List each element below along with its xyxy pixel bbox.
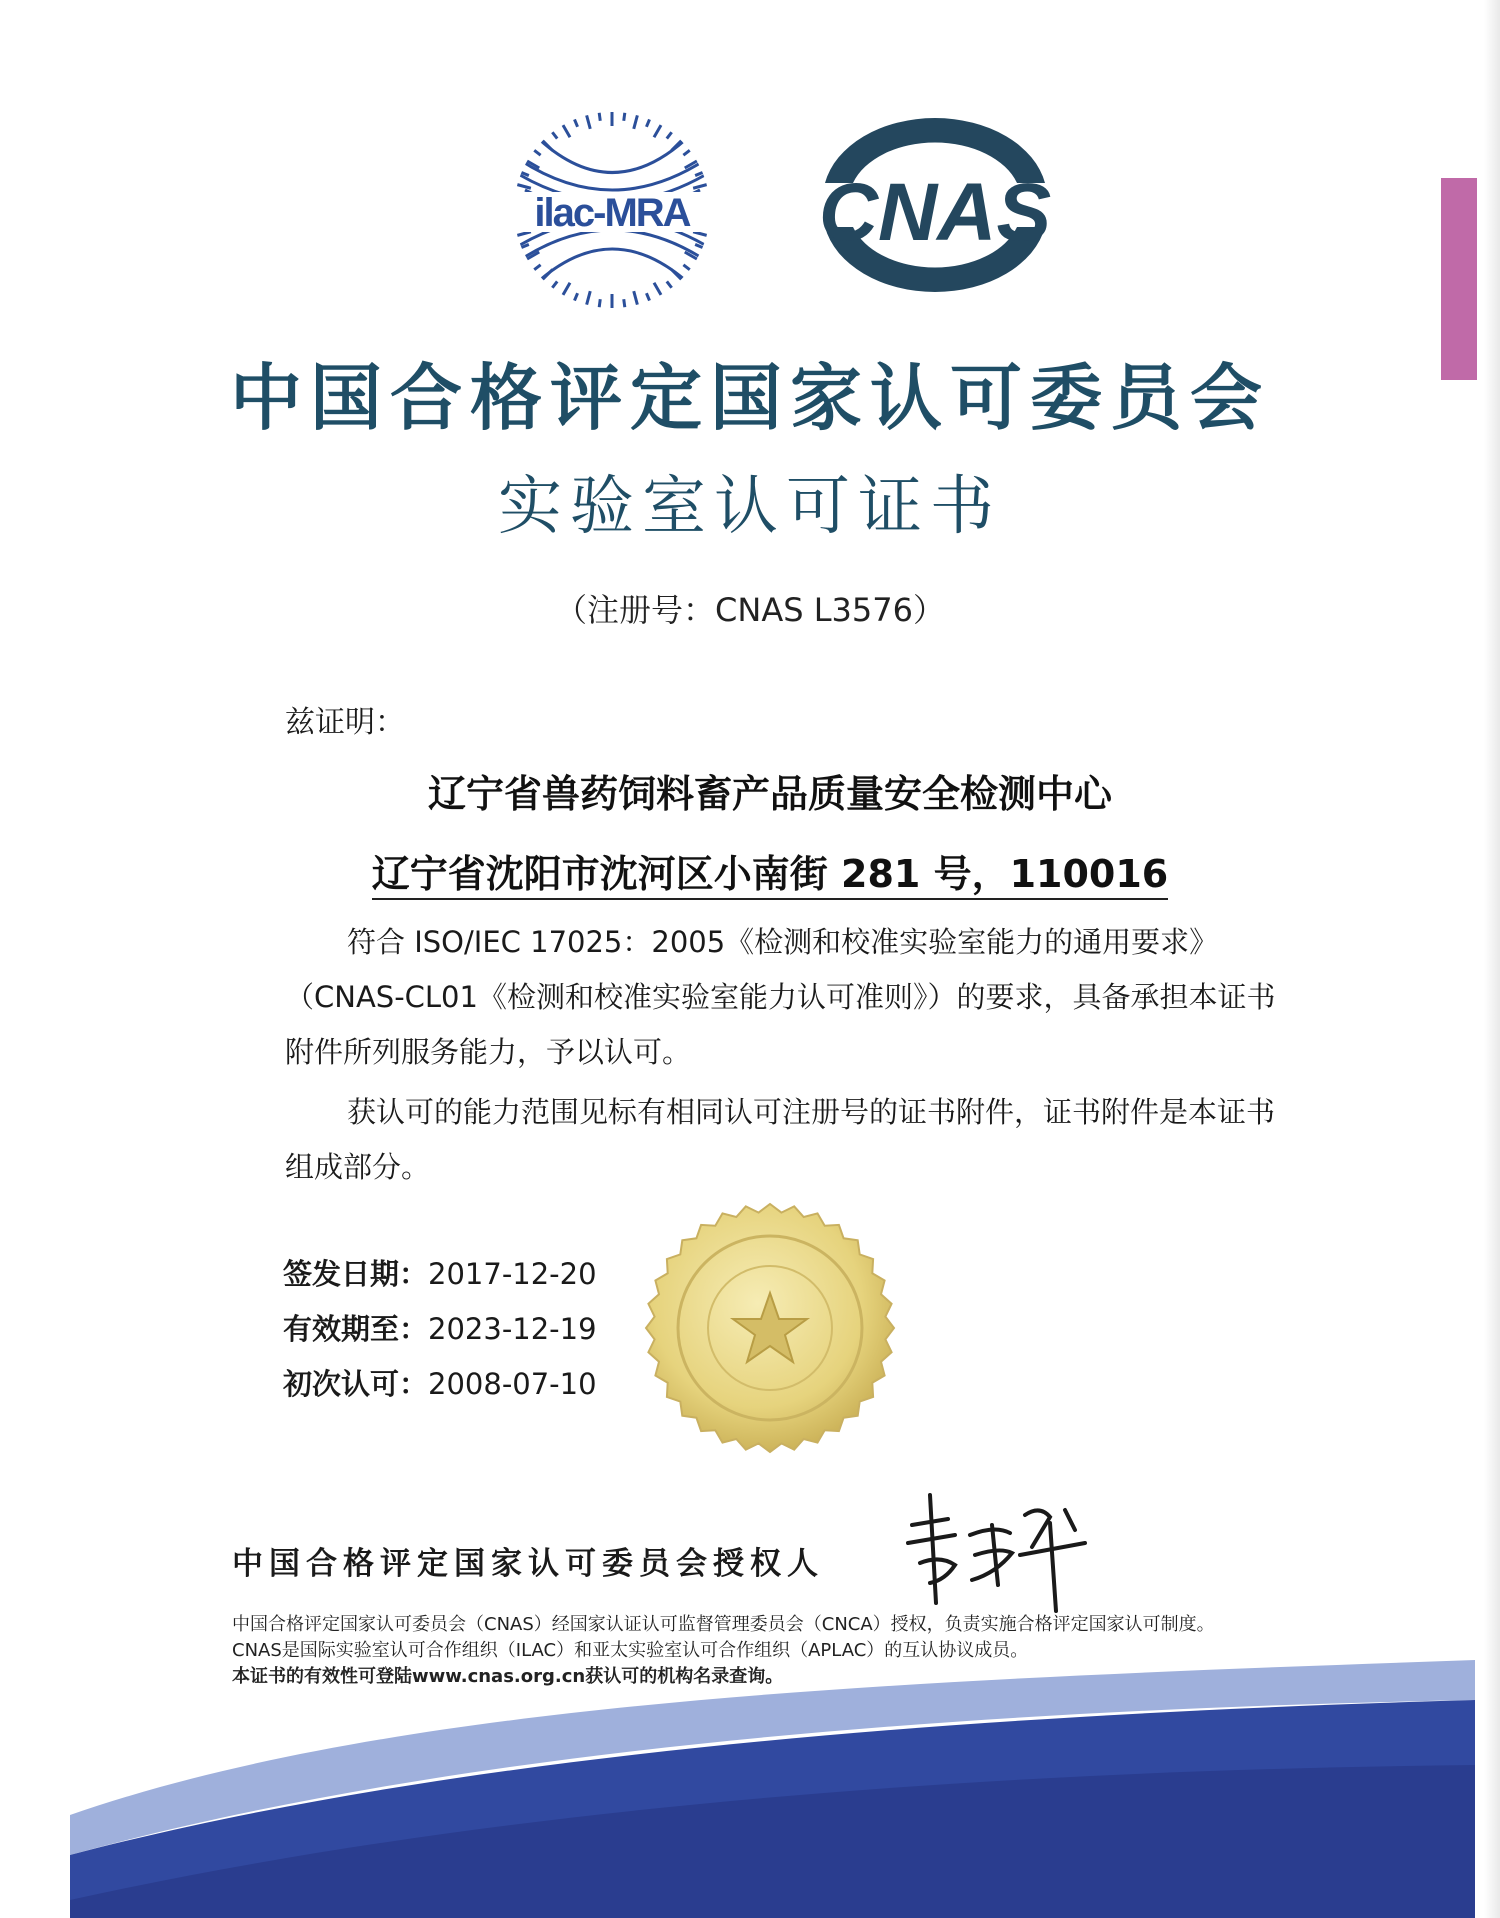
hereby-certify-label: 兹证明： — [285, 705, 405, 740]
issue-date-row — [283, 1252, 597, 1293]
issue-date-label: 签发日期： — [283, 1257, 429, 1291]
footer-note-cnas-authority: 中国合格评定国家认可委员会（CNAS）经国家认证认可监督管理委员会（CNCA）授权，负责实施合格评定国家认可制度。 — [232, 1614, 1215, 1635]
expiry-date-value: 2023-12-19 — [428, 1312, 597, 1346]
expiry-date-label: 有效期至： — [283, 1312, 429, 1346]
initial-accreditation-label: 初次认可： — [283, 1367, 429, 1401]
lab-name: 辽宁省兽药饲料畜产品质量安全检测中心 — [427, 772, 1112, 816]
cnas-logo-text: CNAS — [818, 167, 1052, 258]
initial-accreditation-value: 2008-07-10 — [428, 1367, 597, 1401]
expiry-date-row — [283, 1307, 597, 1348]
bottom-wave-band — [0, 1640, 1500, 1918]
gold-embossed-seal — [640, 1198, 900, 1458]
lab-address-text: 辽宁省沈阳市沈河区小南街 281 号，110016 — [372, 852, 1168, 900]
compliance-paragraph: 符合 ISO/IEC 17025：2005《检测和校准实验室能力的通用要求》（CNAS-CL01《检测和校准实验室能力认可准则》）的要求，具备承担本证书附件所列服务能力，予以认可。 — [285, 925, 1276, 1069]
issue-date-value: 2017-12-20 — [428, 1257, 597, 1291]
ilac-logo-text: ilac-MRA — [534, 191, 690, 235]
ilac-mra-logo — [500, 100, 725, 320]
issuer-title: 中国合格评定国家认可委员会 — [229, 356, 1270, 440]
scope-paragraph: 获认可的能力范围见标有相同认可注册号的证书附件，证书附件是本证书组成部分。 — [285, 1095, 1276, 1184]
footer-note-validity-check: 本证书的有效性可登陆www.cnas.org.cn获认可的机构名录查询。 — [232, 1666, 784, 1687]
footer-note-mra-membership: CNAS是国际实验室认可合作组织（ILAC）和亚太实验室认可合作组织（APLAC）的互认协议成员。 — [232, 1640, 1029, 1661]
handwritten-signature — [900, 1485, 1100, 1620]
lab-address — [0, 843, 1500, 898]
authorized-signatory-line: 中国合格评定国家认可委员会授权人 — [232, 1546, 824, 1582]
initial-accreditation-row — [283, 1362, 597, 1403]
page-edge-shadow — [1484, 0, 1500, 1918]
certificate-title: 实验室认可证书 — [498, 470, 1002, 544]
cnas-logo — [795, 105, 1075, 305]
registration-number: （注册号：CNAS L3576） — [555, 591, 945, 629]
